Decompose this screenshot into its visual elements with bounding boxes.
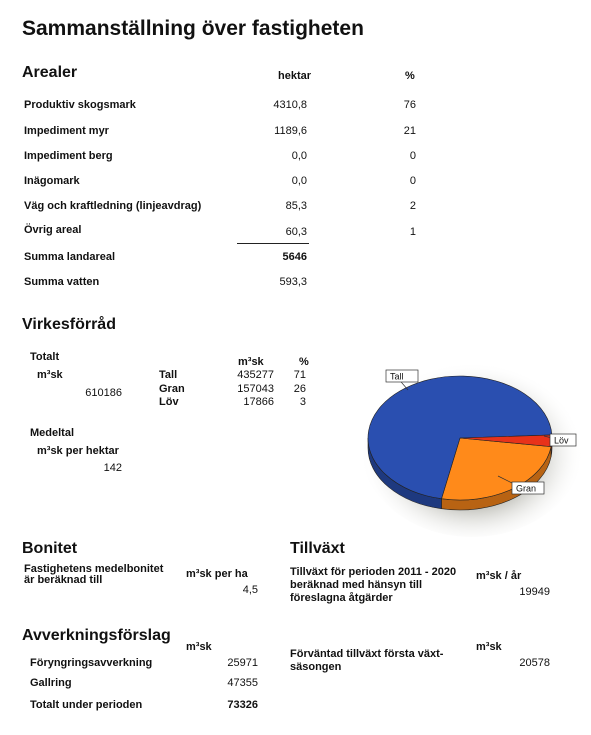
avverkning-row-label: Gallring [30, 677, 72, 689]
avverkning-unit: m³sk [186, 641, 212, 653]
areal-pct: 76 [403, 99, 416, 111]
summa-landareal-value: 5646 [282, 251, 307, 263]
areal-label: Övrig areal [24, 224, 82, 236]
species-pct: 3 [299, 396, 306, 408]
medeltal-value: 142 [103, 462, 122, 474]
species-m3sk: 435277 [237, 369, 274, 381]
avverkning-row-value: 25971 [227, 657, 258, 669]
col-pct-header: % [299, 356, 309, 368]
pie-label-text: Löv [554, 435, 569, 446]
pie-label-text: Tall [390, 371, 404, 382]
areal-pct: 0 [409, 175, 416, 187]
bonitet-unit: m³sk per ha [186, 568, 248, 580]
tillvaxt-text-2: beräknad med hänsyn till [290, 579, 423, 591]
bonitet-value: 4,5 [242, 584, 258, 596]
tillvaxt-value: 19949 [519, 586, 550, 598]
summa-vatten-value: 593,3 [279, 276, 307, 288]
areal-pct: 21 [403, 125, 416, 137]
pie-label-text: Gran [516, 483, 537, 494]
bonitet-text-1: Fastighetens medelbonitet [24, 563, 164, 575]
areal-label: Inägomark [24, 175, 80, 187]
species-pct: 71 [293, 369, 306, 381]
areal-hektar: 1189,6 [274, 125, 307, 137]
bonitet-heading: Bonitet [22, 540, 78, 557]
areal-label: Produktiv skogsmark [24, 99, 136, 111]
areal-pct: 1 [409, 226, 416, 238]
areal-label: Impediment myr [24, 125, 109, 137]
totalt-value: 610186 [85, 387, 122, 399]
avverkning-row-value: 47355 [227, 677, 258, 689]
areal-pct: 2 [409, 200, 416, 212]
species-name: Gran [159, 383, 185, 395]
avverkning-row-label: Föryngringsavverkning [30, 657, 153, 669]
medeltal-label: Medeltal [30, 427, 75, 439]
totalt-unit: m³sk [37, 369, 63, 381]
summa-landareal-label: Summa landareal [24, 251, 116, 263]
medeltal-unit: m³sk per hektar [37, 445, 119, 457]
summa-vatten-label: Summa vatten [24, 276, 100, 288]
areal-pct: 0 [409, 150, 416, 162]
sum-rule [237, 243, 309, 244]
col-m3sk-header: m³sk [238, 356, 264, 368]
species-name: Löv [159, 396, 179, 408]
forvantad-value: 20578 [519, 657, 550, 669]
avverkning-heading: Avverkningsförslag [22, 627, 171, 644]
forvantad-unit: m³sk [476, 641, 502, 653]
tillvaxt-text-1: Tillväxt för perioden 2011 - 2020 [290, 566, 457, 578]
tillvaxt-heading: Tillväxt [290, 540, 345, 557]
tillvaxt-unit: m³sk / år [476, 570, 522, 582]
arealer-heading: Arealer [22, 64, 78, 81]
col-hektar-header: hektar [278, 70, 312, 82]
species-m3sk: 157043 [237, 383, 274, 395]
species-name: Tall [159, 369, 178, 381]
tillvaxt-text-3: föreslagna åtgärder [290, 592, 393, 604]
forvantad-text-2: säsongen [290, 661, 342, 673]
areal-hektar: 0,0 [291, 175, 307, 187]
species-m3sk: 17866 [243, 396, 274, 408]
areal-label: Väg och kraftledning (linjeavdrag) [24, 200, 202, 212]
species-pct: 26 [293, 383, 306, 395]
virkesforrad-heading: Virkesförråd [22, 316, 116, 333]
areal-label: Impediment berg [24, 150, 113, 162]
areal-hektar: 60,3 [285, 226, 307, 238]
areal-hektar: 0,0 [291, 150, 307, 162]
totalt-label: Totalt [30, 351, 60, 363]
avverkning-total-value: 73326 [227, 699, 258, 711]
avverkning-total-label: Totalt under perioden [30, 699, 143, 711]
bonitet-text-2: är beräknad till [24, 574, 103, 586]
areal-hektar: 4310,8 [273, 99, 307, 111]
species-pie-chart [360, 350, 585, 540]
areal-hektar: 85,3 [285, 200, 307, 212]
forvantad-text-1: Förväntad tillväxt första växt- [290, 648, 444, 660]
col-pct-header: % [405, 70, 415, 82]
page-title: Sammanställning över fastigheten [22, 17, 364, 40]
